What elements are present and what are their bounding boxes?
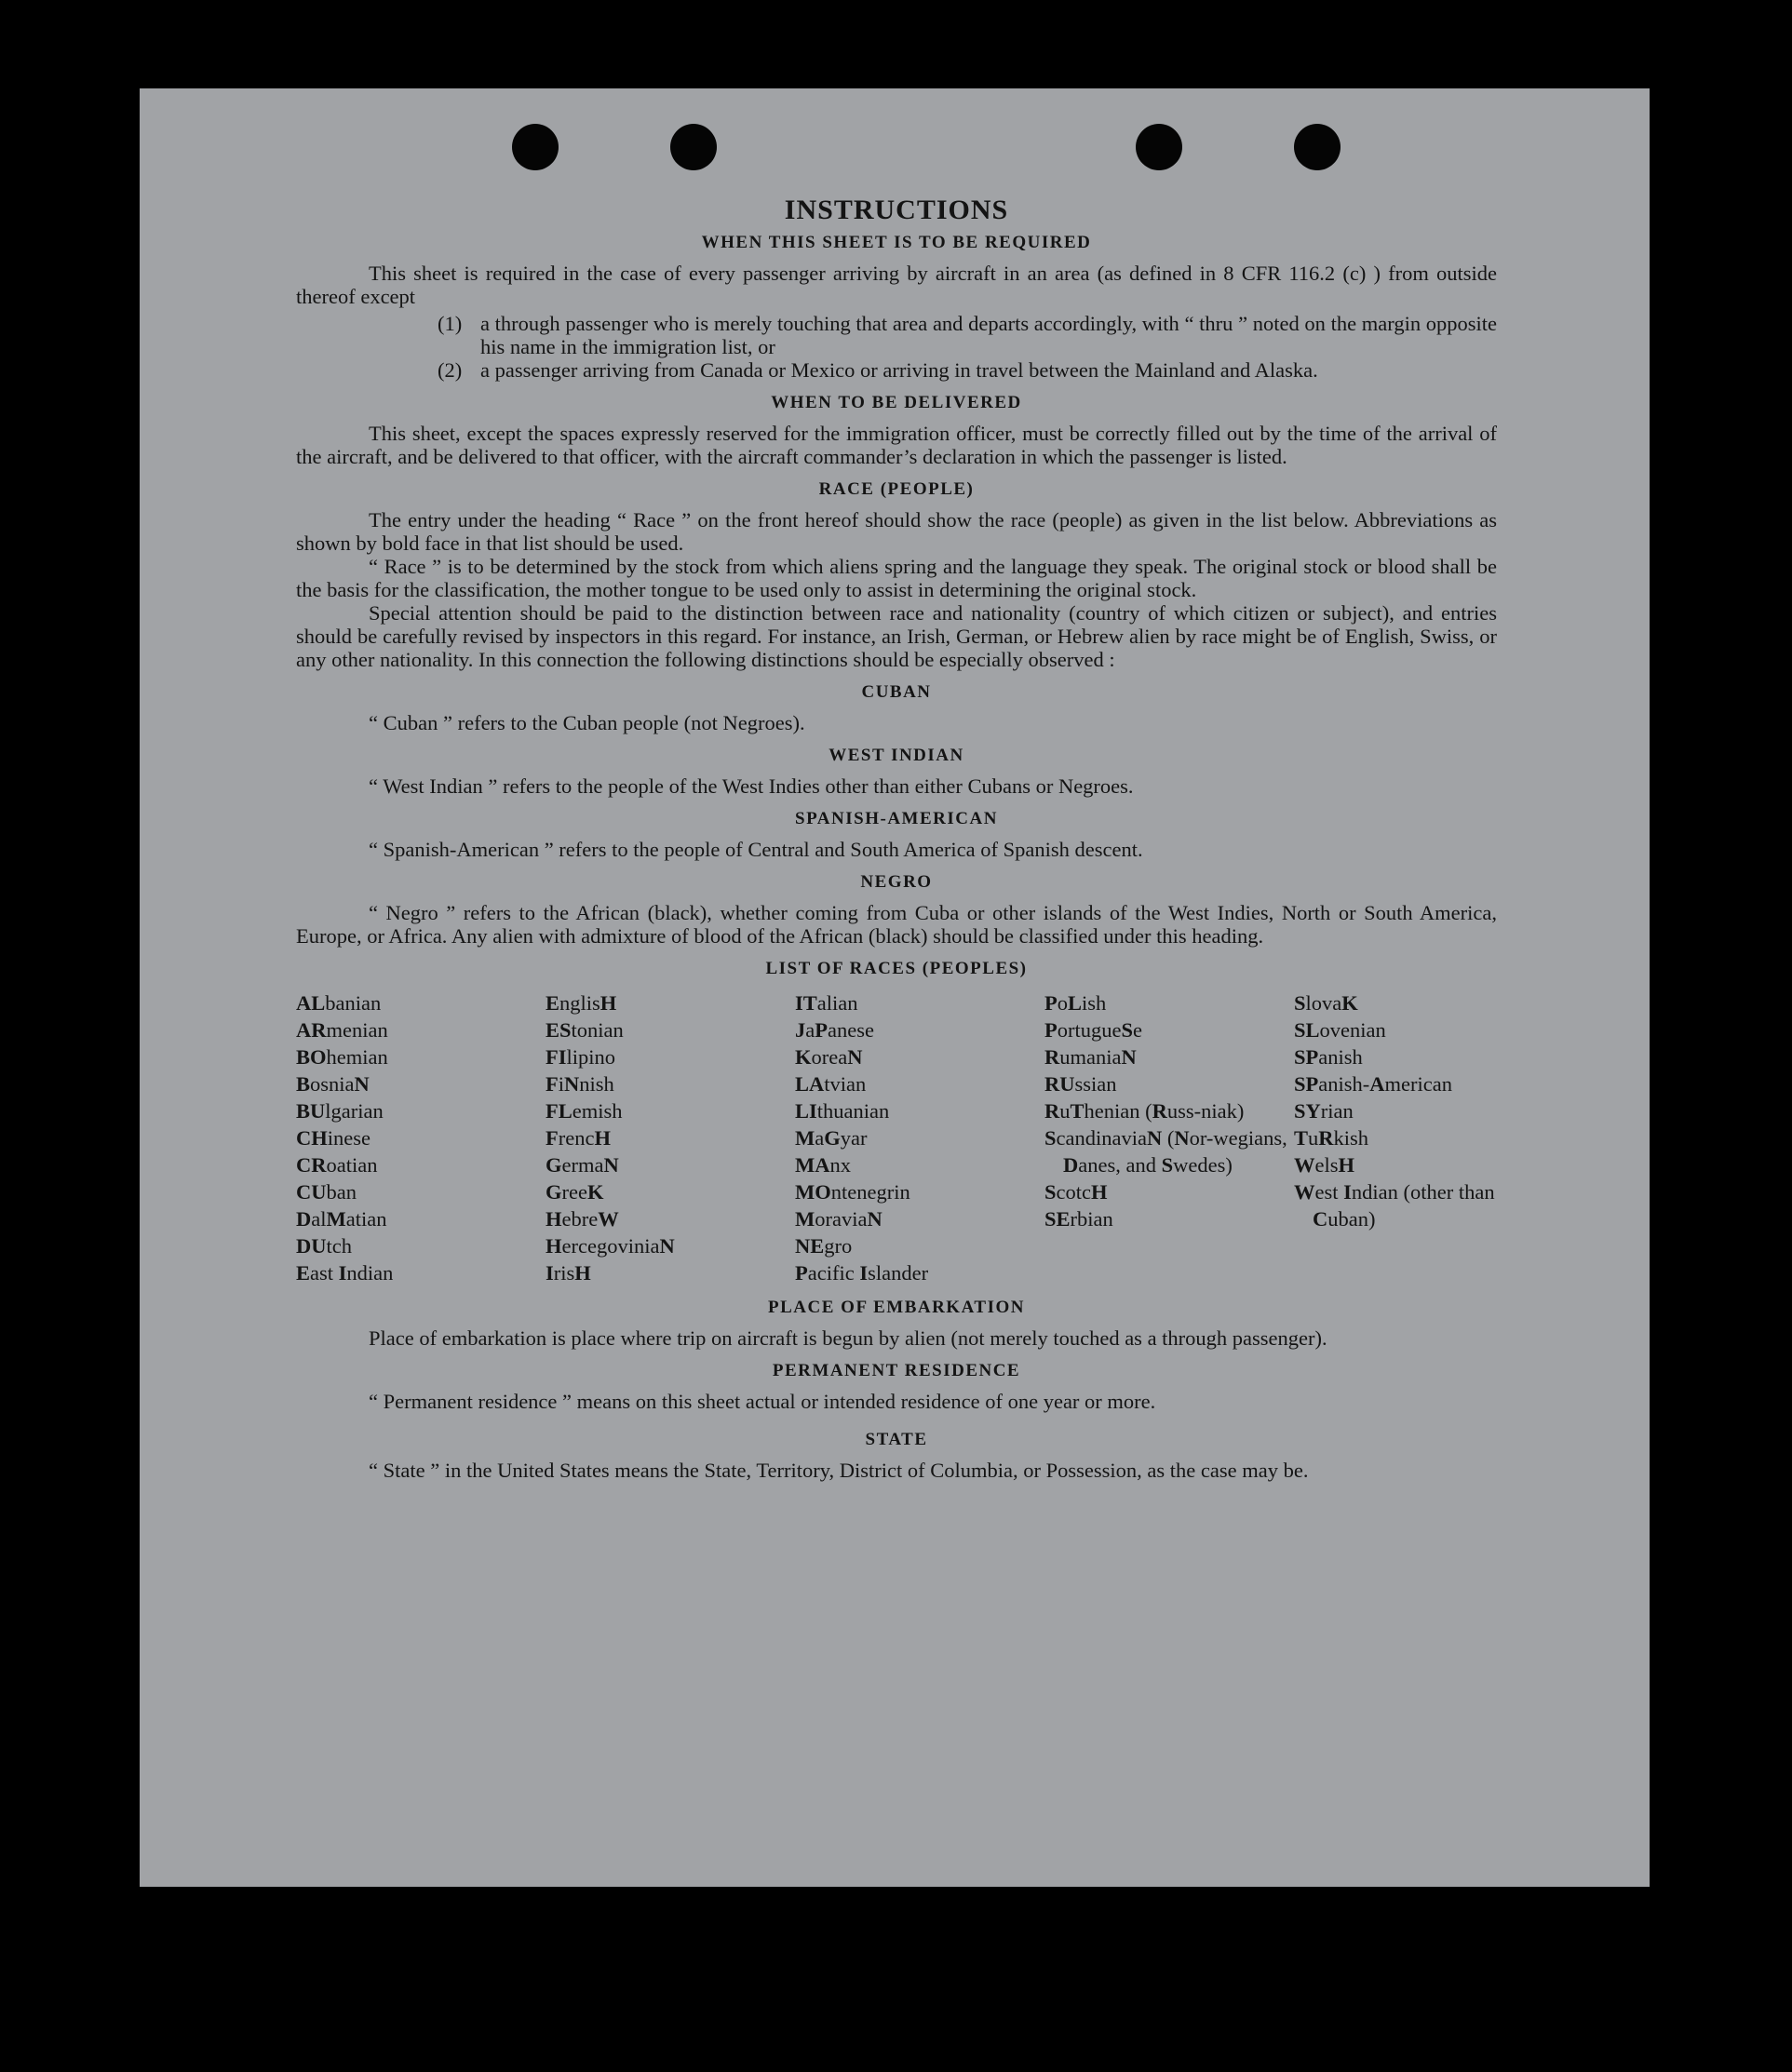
race-entry: ALbanian [296,991,382,1015]
race-entry: SPanish [1294,1045,1363,1069]
race-entry: PortugueSe [1044,1018,1142,1042]
paragraph: The entry under the heading “ Race ” on the front hereof should show the race (people) as given in the list below. Abbreviations as shown by bold face in that list should be used. [296,508,1497,555]
race-entry: IrisH [546,1261,591,1285]
race-column [296,989,546,1286]
race-entry: CHinese [296,1126,371,1150]
race-entry: FLemish [546,1099,623,1123]
race-entry: BosniaN [296,1072,370,1096]
race-entry: LIthuanian [795,1099,890,1123]
race-entry: PoLish [1044,991,1107,1015]
section-heading: STATE [865,1430,928,1449]
exception-list [296,312,1497,382]
race-entry: Pacific Islander [795,1261,929,1285]
punch-hole [1294,124,1341,170]
races-table [296,989,1497,1286]
section-heading: CUBAN [861,682,932,702]
item-number: (2) [438,358,463,382]
race-entry: WelsH [1294,1153,1355,1177]
race-entry: RumaniaN [1044,1045,1137,1069]
paragraph: “ State ” in the United States means the State, Territory, District of Columbia, or Possession, as the case may be. [369,1459,1309,1482]
item-text: a through passenger who is merely touching that area and departs accordingly, with “ thru ” noted on the margin opposite his name in the immigration list, or [480,312,1497,358]
race-entry: MOntenegrin [795,1180,910,1204]
section-heading: RACE (PEOPLE) [818,479,975,499]
item-text: a passenger arriving from Canada or Mexico or arriving in travel between the Mainland and Alaska. [480,358,1318,382]
section-heading: PLACE OF EMBARKATION [768,1298,1025,1317]
race-entry: West Indian (other than Cuban) [1294,1180,1495,1231]
section-heading: NEGRO [860,872,933,892]
section-heading: SPANISH-AMERICAN [795,809,998,828]
paragraph: “ West Indian ” refers to the people of the West Indies other than either Cubans or Negroes. [369,774,1134,798]
race-column [795,989,1044,1286]
race-entry: BOhemian [296,1045,388,1069]
race-entry: SErbian [1044,1207,1113,1231]
race-entry: HercegoviniaN [546,1234,675,1258]
race-entry: FrencH [546,1126,611,1150]
race-column [1044,989,1294,1286]
race-entry: TuRkish [1294,1126,1369,1150]
race-entry: CUban [296,1180,357,1204]
race-entry: SPanish-American [1294,1072,1452,1096]
race-entry: GreeK [546,1180,604,1204]
race-entry: SLovenian [1294,1018,1386,1042]
punch-hole [670,124,717,170]
race-entry: DUtch [296,1234,352,1258]
race-entry: JaPanese [795,1018,874,1042]
race-entry: SYrian [1294,1099,1354,1123]
race-column [1294,989,1497,1286]
race-entry: SlovaK [1294,991,1358,1015]
race-entry: EnglisH [546,991,617,1015]
document-sheet [140,88,1650,1887]
race-entry: FIlipino [546,1045,616,1069]
paragraph: This sheet is required in the case of every passenger arriving by aircraft in an area (as defined in 8 CFR 116.2 (c) ) from outside thereof except [296,262,1497,308]
race-entry: MAnx [795,1153,851,1177]
race-entry: RUssian [1044,1072,1117,1096]
section-heading: WEST INDIAN [829,746,964,765]
race-column [546,989,795,1286]
races-heading: LIST OF RACES (PEOPLES) [765,959,1028,978]
section-heading: WHEN TO BE DELIVERED [771,393,1022,412]
race-entry: DalMatian [296,1207,387,1231]
paragraph: “ Race ” is to be determined by the stock from which aliens spring and the language they speak. The original stock or blood shall be the basis for the classification, the mother tongue to be used only to assist in determining the original stock. [296,555,1497,601]
race-entry: FiNnish [546,1072,614,1096]
paragraph: “ Spanish-American ” refers to the people of Central and South America of Spanish descent. [369,838,1143,861]
paragraph: “ Negro ” refers to the African (black), whether coming from Cuba or other islands of the West Indies, North or South America, Europe, or Africa. Any alien with admixture of blood of the African (black) should be classified under this heading. [296,901,1497,948]
item-number: (1) [438,312,463,335]
document-body [296,195,1497,1482]
race-entry: ScandinaviaN (Nor-wegians, Danes, and Swedes) [1044,1126,1287,1177]
paragraph: This sheet, except the spaces expressly reserved for the immigration officer, must be correctly filled out by the time of the arrival of the aircraft, and be delivered to that officer, with the aircraft commander’s declaration in which the passenger is listed. [296,422,1497,468]
list-item [438,312,1497,358]
race-entry: EStonian [546,1018,624,1042]
race-entry: BUlgarian [296,1099,384,1123]
race-entry: ScotcH [1044,1180,1108,1204]
paragraph: “ Permanent residence ” means on this sheet actual or intended residence of one year or more. [369,1390,1156,1413]
race-entry: HebreW [546,1207,619,1231]
race-entry: CRoatian [296,1153,378,1177]
paragraph: “ Cuban ” refers to the Cuban people (not Negroes). [369,711,805,734]
race-entry: GermaN [546,1153,619,1177]
race-entry: RuThenian (Russ-niak) [1044,1099,1245,1123]
race-entry: East Indian [296,1261,394,1285]
paragraph: Place of embarkation is place where trip on aircraft is begun by alien (not merely touched as a through passenger). [369,1326,1327,1350]
punch-hole [1136,124,1182,170]
race-entry: LAtvian [795,1072,867,1096]
section-heading: PERMANENT RESIDENCE [772,1361,1021,1380]
race-entry: ITalian [795,991,858,1015]
list-item [438,358,1497,382]
paragraph: Special attention should be paid to the distinction between race and nationality (country of which citizen or subject), and entries should be carefully revised by inspectors in this regard. For instance, an Irish, German, or Hebrew alien by race might be of English, Swiss, or any other nationality. In this connection the following distinctions should be especially observed : [296,601,1497,671]
race-entry: ARmenian [296,1018,388,1042]
race-entry: NEgro [795,1234,853,1258]
race-entry: MaGyar [795,1126,868,1150]
punch-hole [512,124,559,170]
race-entry: MoraviaN [795,1207,883,1231]
section-heading: WHEN THIS SHEET IS TO BE REQUIRED [701,233,1092,252]
document-title: INSTRUCTIONS [784,195,1009,225]
race-entry: KoreaN [795,1045,863,1069]
